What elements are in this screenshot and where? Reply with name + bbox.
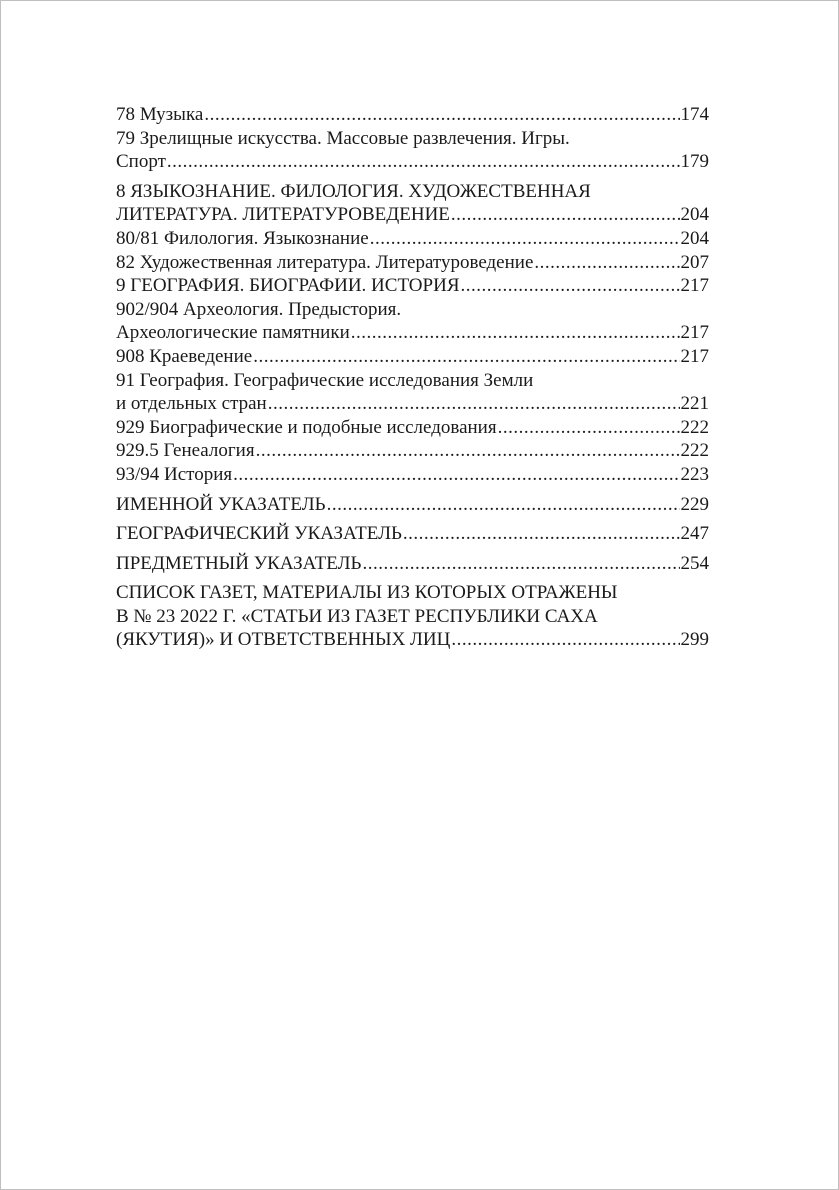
- toc-entry-label: 91 География. Географические исследования Земли: [116, 369, 534, 391]
- dot-leader: [362, 552, 679, 576]
- toc-line: [116, 463, 709, 487]
- toc-entry[interactable]: [116, 274, 709, 298]
- toc-entry[interactable]: [116, 369, 709, 416]
- dot-leader: [451, 628, 679, 652]
- toc-entry[interactable]: [116, 522, 709, 546]
- toc-page-number: 204: [680, 204, 709, 226]
- toc-entry-label: 9 ГЕОГРАФИЯ. БИОГРАФИИ. ИСТОРИЯ: [116, 275, 460, 297]
- toc-page-number: 221: [680, 393, 709, 415]
- toc-line: [116, 203, 709, 227]
- toc-line: [116, 493, 709, 517]
- toc-line: [116, 345, 709, 369]
- table-of-contents: [116, 103, 709, 652]
- toc-line: [116, 251, 709, 275]
- dot-leader: [403, 522, 680, 546]
- toc-entry-label: 93/94 История: [116, 463, 233, 485]
- toc-page-number: 217: [680, 275, 709, 297]
- toc-page-number: 204: [680, 227, 709, 249]
- toc-line: [116, 150, 709, 174]
- toc-entry-label: 929.5 Генеалогия: [116, 440, 255, 462]
- toc-line: [116, 298, 709, 322]
- toc-line: [116, 552, 709, 576]
- toc-entry[interactable]: [116, 298, 709, 345]
- toc-entry-label: СПИСОК ГАЗЕТ, МАТЕРИАЛЫ ИЗ КОТОРЫХ ОТРАЖЕНЫ: [116, 582, 618, 604]
- toc-page-number: 299: [680, 629, 709, 651]
- toc-entry[interactable]: [116, 581, 709, 652]
- toc-line: [116, 416, 709, 440]
- toc-line: [116, 180, 709, 204]
- toc-entry-label: 78 Музыка: [116, 104, 204, 125]
- toc-line: [116, 103, 709, 127]
- dot-leader: [256, 439, 680, 463]
- toc-entry-label: В № 23 2022 Г. «СТАТЬИ ИЗ ГАЗЕТ РЕСПУБЛИКИ САХА: [116, 605, 598, 627]
- toc-line: [116, 605, 709, 629]
- toc-entry-label: ГЕОГРАФИЧЕСКИЙ УКАЗАТЕЛЬ: [116, 523, 402, 545]
- toc-line: [116, 439, 709, 463]
- toc-page-number: 207: [680, 251, 709, 273]
- toc-entry[interactable]: [116, 103, 709, 127]
- dot-leader: [327, 493, 680, 517]
- toc-entry-label: 929 Биографические и подобные исследования: [116, 416, 497, 438]
- toc-entry[interactable]: [116, 227, 709, 251]
- toc-line: [116, 628, 709, 652]
- toc-page-number: 217: [680, 322, 709, 344]
- toc-entry-label: ЛИТЕРАТУРА. ЛИТЕРАТУРОВЕДЕНИЕ: [116, 204, 450, 226]
- toc-entry-label: ИМЕННОЙ УКАЗАТЕЛЬ: [116, 493, 326, 515]
- toc-entry-label: Археологические памятники: [116, 322, 350, 344]
- toc-entry[interactable]: [116, 552, 709, 576]
- toc-entry-label: 82 Художественная литература. Литературоведение: [116, 251, 534, 273]
- toc-entry-label: 902/904 Археология. Предыстория.: [116, 298, 402, 320]
- toc-page-number: 247: [680, 523, 709, 545]
- toc-page-number: 229: [680, 493, 709, 515]
- toc-line: [116, 274, 709, 298]
- dot-leader: [451, 203, 680, 227]
- dot-leader: [461, 274, 680, 298]
- toc-entry[interactable]: [116, 493, 709, 517]
- toc-line: [116, 369, 709, 393]
- toc-entry[interactable]: [116, 345, 709, 369]
- dot-leader: [498, 416, 680, 440]
- toc-entry-label: 79 Зрелищные искусства. Массовые развлечения. Игры.: [116, 127, 570, 149]
- toc-entry-label: 8 ЯЗЫКОЗНАНИЕ. ФИЛОЛОГИЯ. ХУДОЖЕСТВЕННАЯ: [116, 180, 591, 202]
- toc-entry[interactable]: [116, 127, 709, 174]
- toc-page-number: 174: [680, 104, 709, 125]
- dot-leader: [370, 227, 680, 251]
- toc-page-number: 217: [680, 345, 709, 367]
- toc-line: [116, 392, 709, 416]
- toc-entry[interactable]: [116, 439, 709, 463]
- toc-entry-label: Спорт: [116, 151, 166, 173]
- dot-leader: [253, 345, 679, 369]
- dot-leader: [534, 251, 679, 275]
- toc-entry-label: 80/81 Филология. Языкознание: [116, 227, 369, 249]
- toc-entry-label: ПРЕДМЕТНЫЙ УКАЗАТЕЛЬ: [116, 552, 362, 574]
- toc-entry[interactable]: [116, 251, 709, 275]
- toc-page-number: 254: [680, 552, 709, 574]
- toc-entry-label: и отдельных стран: [116, 393, 267, 415]
- toc-page-number: 223: [680, 463, 709, 485]
- toc-line: [116, 227, 709, 251]
- toc-line: [116, 321, 709, 345]
- toc-page-number: 222: [680, 416, 709, 438]
- toc-line: [116, 522, 709, 546]
- dot-leader: [268, 392, 680, 416]
- toc-entry-label: 908 Краеведение: [116, 345, 253, 367]
- toc-entry[interactable]: [116, 180, 709, 227]
- dot-leader: [351, 321, 680, 345]
- toc-line: [116, 127, 709, 151]
- dot-leader: [204, 103, 679, 127]
- toc-line: [116, 581, 709, 605]
- dot-leader: [167, 150, 680, 174]
- toc-page-number: 179: [680, 151, 709, 173]
- toc-page-number: 222: [680, 440, 709, 462]
- toc-entry[interactable]: [116, 463, 709, 487]
- toc-entry-label: (ЯКУТИЯ)» И ОТВЕТСТВЕННЫХ ЛИЦ: [116, 629, 451, 651]
- dot-leader: [233, 463, 679, 487]
- toc-entry[interactable]: [116, 416, 709, 440]
